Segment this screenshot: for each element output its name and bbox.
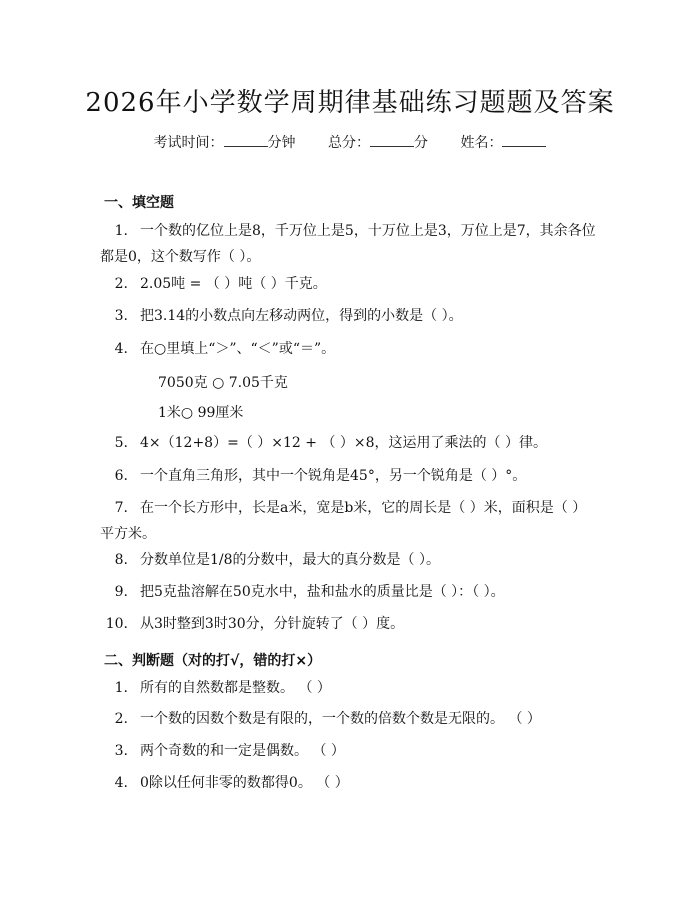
question-6: 6. 一个直角三角形，其中一个锐角是45°，另一个锐角是（ ）°。 — [114, 468, 527, 484]
section-true-false-title: 二、判断题（对的打√，错的打×） — [104, 653, 322, 669]
score-blank — [370, 134, 414, 147]
tf-question-4: 4. 0除以任何非零的数都得0。 （ ） — [114, 775, 349, 791]
exam-meta — [0, 132, 700, 152]
tf-question-2: 2. 一个数的因数个数是有限的，一个数的倍数个数是无限的。 （ ） — [114, 711, 541, 727]
name-blank — [502, 134, 546, 147]
question-9: 9. 把5克盐溶解在50克水中，盐和盐水的质量比是（ ）：（ ）。 — [114, 584, 505, 600]
question-4-item-2: 1米○ 99厘米 — [158, 405, 244, 421]
score-unit: 分 — [414, 135, 428, 151]
question-8: 8. 分数单位是1/8的分数中，最大的真分数是（ ）。 — [114, 552, 440, 568]
question-10: 10. 从3时整到3时30分，分针旋转了（ ）度。 — [105, 616, 405, 632]
tf-question-3: 3. 两个奇数的和一定是偶数。 （ ） — [114, 743, 345, 759]
section-fill-in-title: 一、填空题 — [104, 195, 174, 211]
time-unit: 分钟 — [267, 135, 296, 151]
score-label: 总分： — [328, 135, 370, 151]
name-label: 姓名： — [460, 135, 503, 151]
page-title: 2026年小学数学周期律基础练习题题及答案 — [85, 88, 615, 118]
question-7: 7. 在一个长方形中，长是a米，宽是b米，它的周长是（ ）米，面积是（ ）平方米。 — [100, 500, 587, 542]
exam-score — [328, 135, 428, 151]
question-3: 3. 把3.14的小数点向左移动两位，得到的小数是（ ）。 — [114, 308, 463, 324]
question-5: 5. 4×（12+8）=（ ）×12 + （ ）×8，这运用了乘法的（ ）律。 — [114, 435, 547, 451]
question-2: 2. 2.05吨 = （ ）吨（ ）千克。 — [114, 276, 327, 292]
tf-question-1: 1. 所有的自然数都是整数。 （ ） — [114, 680, 331, 696]
exam-name — [460, 135, 546, 151]
time-blank — [224, 134, 268, 147]
exam-time — [154, 135, 296, 151]
question-4-item-1: 7050克 ○ 7.05千克 — [158, 375, 288, 391]
question-1: 1. 一个数的亿位上是8，千万位上是5，十万位上是3，万位上是7，其余各位都是0，这个数写作（ ）。 — [100, 223, 596, 265]
time-label: 考试时间： — [153, 135, 224, 151]
question-4: 4. 在○里填上“＞”、“＜”或“＝”。 — [114, 341, 336, 357]
